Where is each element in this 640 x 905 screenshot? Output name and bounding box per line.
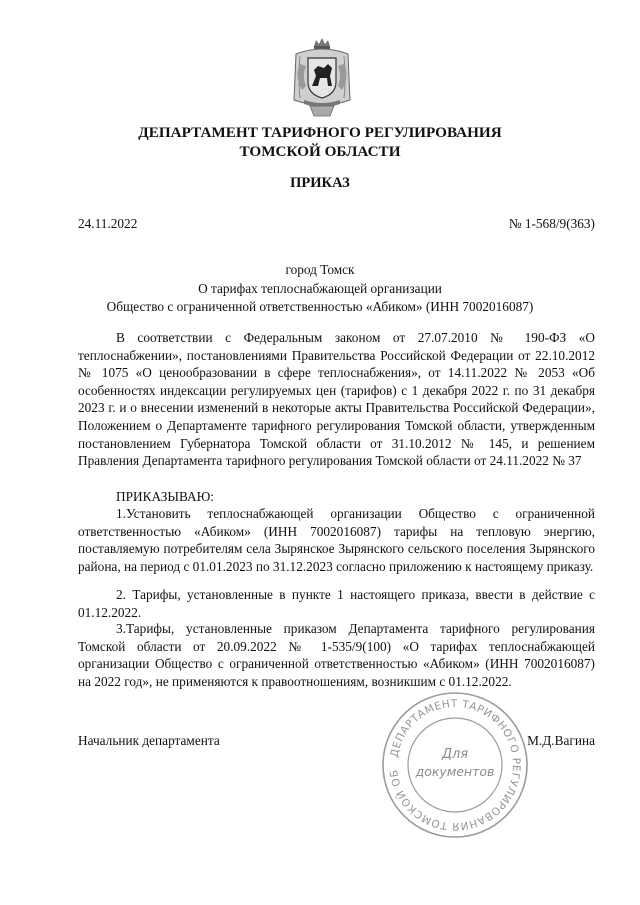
order-date: 24.11.2022	[78, 216, 138, 231]
signatory-position: Начальник департамента	[78, 733, 220, 748]
stamp-center-line2: документов	[415, 764, 495, 779]
order-item-2: 2. Тарифы, установленные в пункте 1 настоящего приказа, ввести в действие с 01.12.2022.	[78, 587, 595, 620]
tomsk-region-coat-of-arms-icon	[290, 36, 354, 120]
order-word: ПРИКАЗЫВАЮ:	[116, 489, 214, 504]
order-item-3: 3.Тарифы, установленные приказом Департамента тарифного регулирования Томской области от 20.09.2022 № 1-535/9(100) «О тарифах теплоснабжающей организации Общество с ограниченной ответственностью «Абиком» (ИНН 7002016087) на 2022 год», не применяются к правоотношениям, возникшим с 01.12.2022.	[78, 621, 595, 689]
stamp-ring-text: ДЕПАРТАМЕНТ ТАРИФНОГО РЕГУЛИРОВАНИЯ ТОМСКОЙ ОБ	[388, 697, 523, 833]
department-title-line2: ТОМСКОЙ ОБЛАСТИ	[239, 143, 401, 160]
city-name: город Томск	[285, 262, 355, 277]
coat-of-arms-emblem	[290, 36, 354, 120]
subject-line2: Общество с ограниченной ответственностью «Абиком» (ИНН 7002016087)	[106, 299, 534, 314]
order-item-1: 1.Установить теплоснабжающей организации Общество с ограниченной ответственностью «Абиком» (ИНН 7002016087) тарифы на тепловую энергию, поставляемую потребителям села Зырянское Зырянского сельского поселения Зырянского района, на период с 01.01.2023 по 31.12.2023 согласно приложению к настоящему приказу.	[78, 506, 595, 574]
department-title-line1: ДЕПАРТАМЕНТ ТАРИФНОГО РЕГУЛИРОВАНИЯ	[138, 124, 502, 141]
subject-line1: О тарифах теплоснабжающей организации	[198, 281, 442, 296]
document-type-title: ПРИКАЗ	[290, 175, 350, 191]
preamble-paragraph: В соответствии с Федеральным законом от 27.07.2010 № 190-ФЗ «О теплоснабжении», постановлениями Правительства Российской Федерации от 22.10.2012 № 1075 «О ценообразовании в сфере теплоснабжения», от 14.11.2022 № 2053 «Об особенностях индексации регулируемых цен (тарифов) с 1 декабря 2022 г. по 31 декабря 2023 г. и о внесении изменений в некоторые акты Правительства Российской Федерации», Положением о Департаменте тарифного регулирования Томской области, утвержденным постановлением Губернатора Томской области от 31.10.2012 № 145, и решением Правления Департамента тарифного регулирования Томской области от 24.11.2022 № 37	[78, 330, 595, 469]
signatory-name: М.Д.Вагина	[527, 733, 595, 748]
official-stamp	[380, 690, 530, 840]
stamp-center-line1: Для	[441, 747, 469, 762]
order-number: № 1-568/9(363)	[508, 216, 595, 231]
